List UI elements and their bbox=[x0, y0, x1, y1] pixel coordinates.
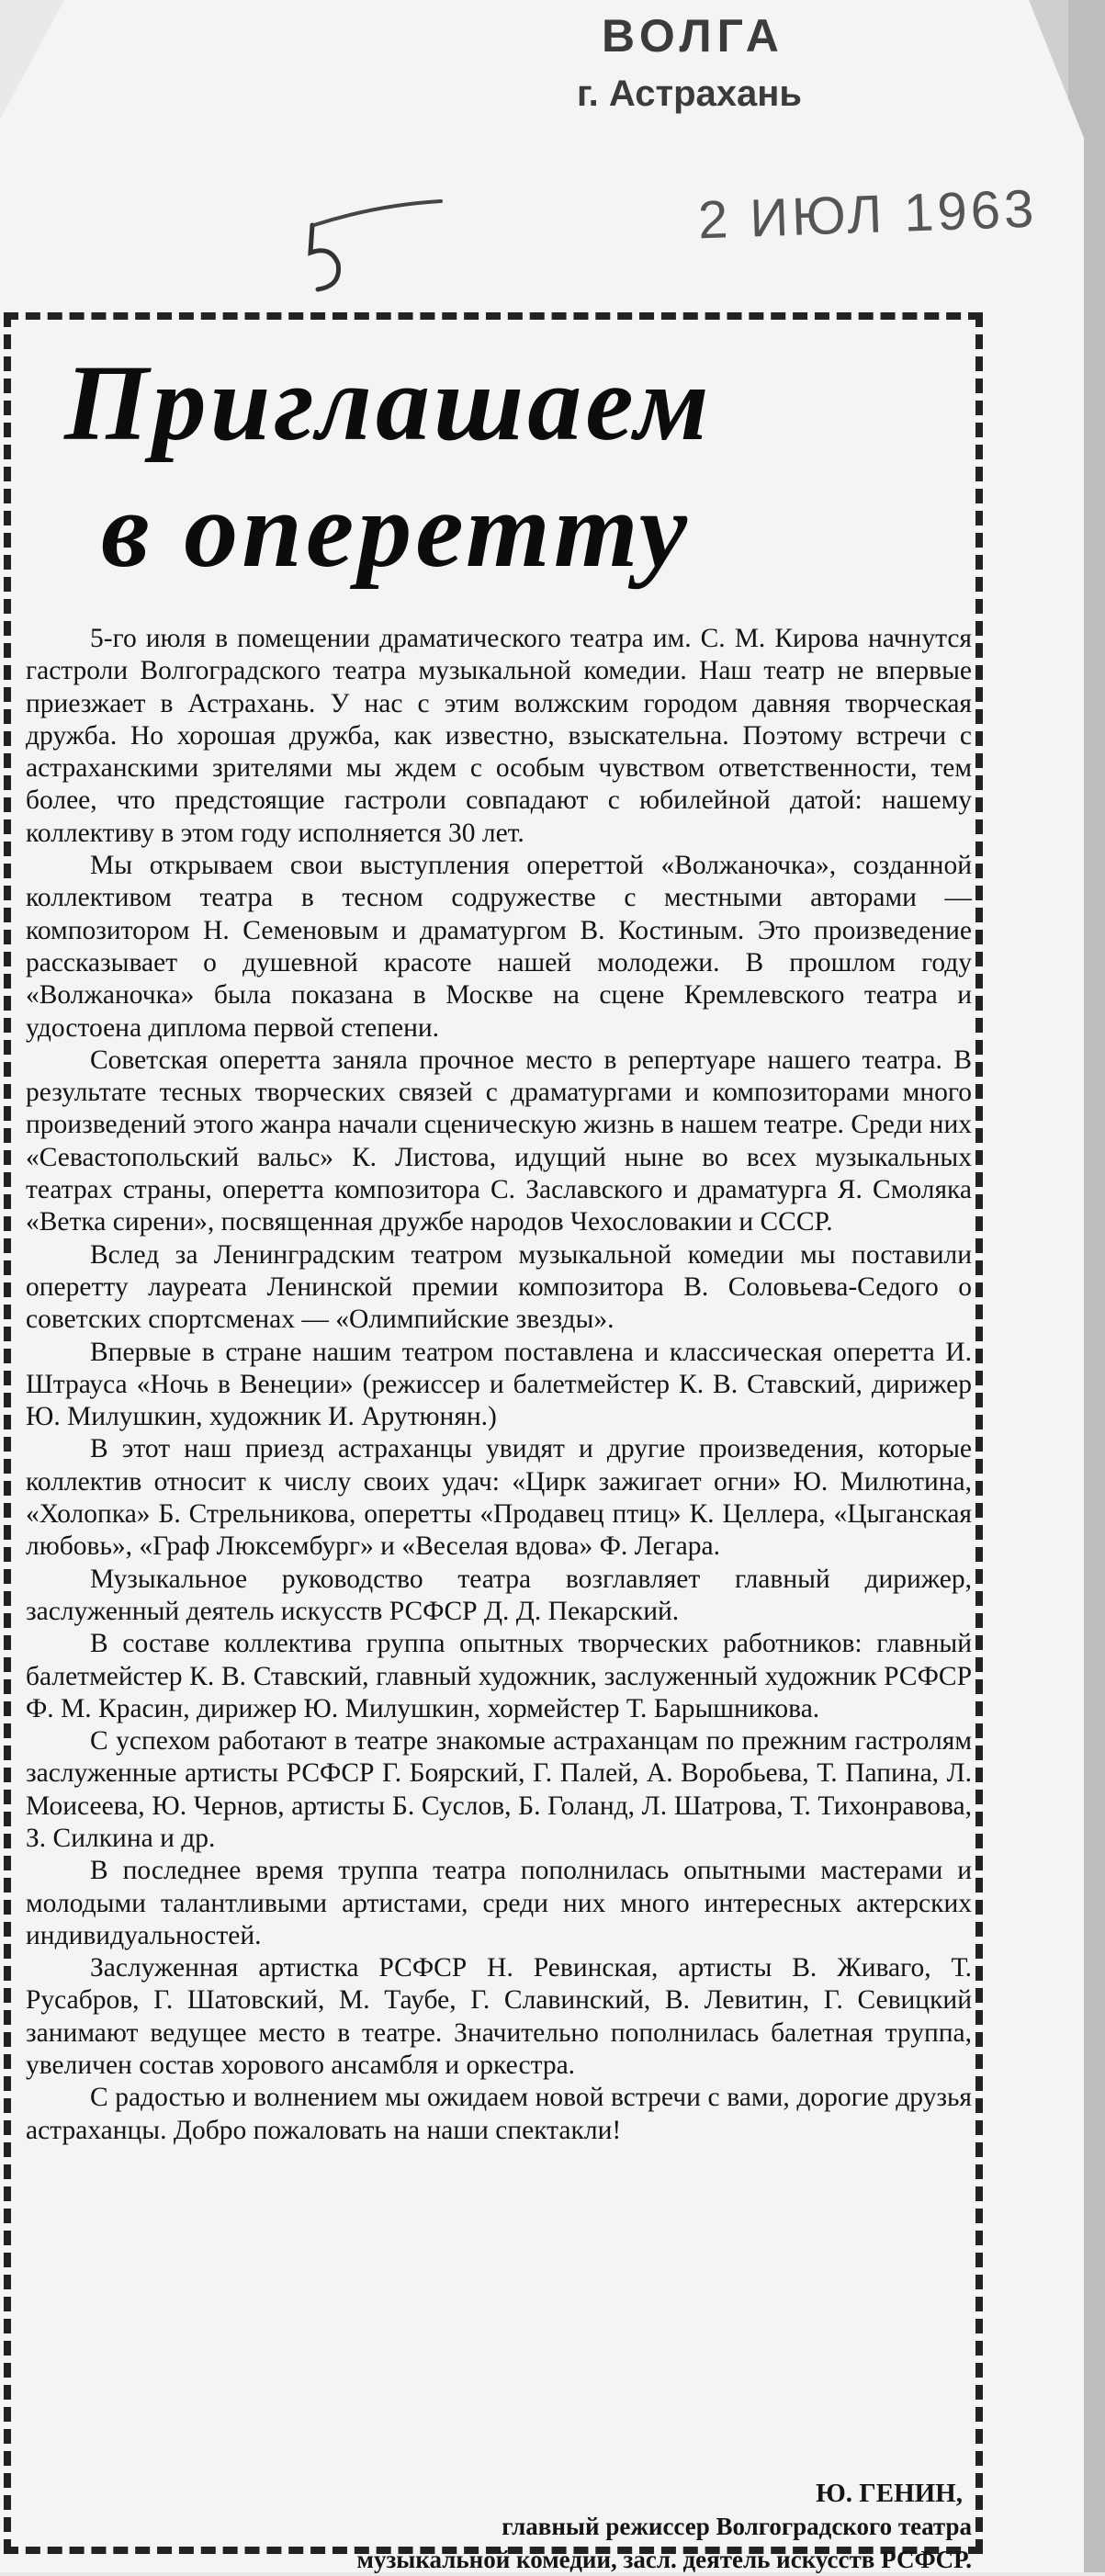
stamp-date: 2 ИЮЛ 1963 bbox=[696, 178, 1039, 251]
headline-line-1: Приглашаем bbox=[64, 343, 713, 463]
article-body bbox=[26, 623, 972, 2147]
article-headline bbox=[64, 340, 928, 593]
stamp-newspaper: ВОЛГА bbox=[602, 10, 784, 62]
author-name: Ю. ГЕНИН, bbox=[816, 2479, 963, 2508]
handwritten-mark-icon bbox=[294, 198, 450, 299]
paragraph: Впервые в стране нашим театром поставлена и классическая оперетта И. Штрауса «Ночь в Венеции» (режиссер и балетмейстер К. В. Ставский, дирижер Ю. Милушкин, художник И. Арутюнян.) bbox=[26, 1337, 972, 1432]
paragraph: С радостью и волнением мы ожидаем новой встречи с вами, дорогие друзья астраханцы. Добро пожаловать на наши спектакли! bbox=[26, 2083, 972, 2145]
headline-line-2: в оперетту bbox=[101, 469, 692, 590]
paragraph: Музыкальное руководство театра возглавляет главный дирижер, заслуженный деятель искусств РСФСР Д. Д. Пекарский. bbox=[26, 1564, 972, 1626]
paragraph: В последнее время труппа театра пополнилась опытными мастерами и молодыми талантливыми артистами, среди них много интересных актерских индивидуальностей. bbox=[26, 1856, 972, 1950]
paragraph: Заслуженная артистка РСФСР Н. Ревинская, артисты В. Живаго, Т. Русабров, Г. Шатовский, М. Таубе, Г. Славинский, В. Левитин, Г. Севицкий занимают ведущее место в театре. Значительно пополнилась балетная труппа, увеличен состав хорового ансамбля и оркестра. bbox=[26, 1953, 972, 2081]
author-signature bbox=[257, 2477, 972, 2576]
paragraph: В составе коллектива группа опытных творческих работников: главный балетмейстер К. В. Ставский, главный художник, заслуженный художник РСФСР Ф. М. Красин, дирижер Ю. Милушкин, хормейстер Т. Барышникова. bbox=[26, 1629, 972, 1723]
paragraph: Вслед за Ленинградским театром музыкальной комедии мы поставили оперетту лауреата Ленинской премии композитора В. Соловьева-Седого о советских спортсменах — «Олимпийские звезды». bbox=[26, 1239, 972, 1335]
stamp-city: г. Астрахань bbox=[577, 73, 802, 114]
paragraph: В этот наш приезд астраханцы увидят и другие произведения, которые коллектив относит к числу своих удач: «Цирк зажигает огни» Ю. Милютина, «Холопка» Б. Стрельникова, оперетты «Продавец птиц» К. Целлера, «Цыганская любовь», «Граф Люксембург» и «Веселая вдова» Ф. Легара. bbox=[26, 1434, 972, 1562]
author-role-line-1: главный режиссер Волгоградского театра bbox=[502, 2513, 972, 2540]
paragraph: С успехом работают в театре знакомые астраханцам по прежним гастролям заслуженные артисты РСФСР Г. Боярский, Г. Палей, А. Воробьева, Т. Папина, Л. Моисеева, Ю. Чернов, артисты Б. Суслов, Б. Голанд, Л. Шатрова, Т. Тихонравова, З. Силкина и др. bbox=[26, 1726, 972, 1853]
author-role-line-2: музыкальной комедии, засл. деятель искусств РСФСР. bbox=[356, 2546, 972, 2573]
paragraph: Мы открываем свои выступления опереттой «Волжаночка», созданной коллективом театра в тесном содружестве с местными авторами — композитором Н. Семеновым и драматургом В. Костиным. Это произведение рассказывает о душевной красоте нашей молодежи. В прошлом году «Волжаночка» была показана в Москве на сцене Кремлевского театра и удостоена диплома первой степени. bbox=[26, 851, 972, 1043]
paragraph: Советская оперетта заняла прочное место в репертуаре нашего театра. В результате тесных творческих связей с драматургами и композиторами много произведений этого жанра начали сценическую жизнь в нашем театре. Среди них «Севастопольский вальс» К. Листова, идущий ныне во всех музыкальных театрах страны, оперетта композитора С. Заславского и драматурга Я. Смоляка «Ветка сирени», посвященная дружбе народов Чехословакии и СССР. bbox=[26, 1045, 972, 1237]
paragraph: 5-го июля в помещении драматического театра им. С. М. Кирова начнутся гастроли Волгоградского театра музыкальной комедии. Наш театр не впервые приезжает в Астрахань. У нас с этим волжским городом давняя творческая дружба. Но хорошая дружба, как известно, взыскательна. Поэтому встречи с астраханскими зрителями мы ждем с особым чувством ответственности, тем более, что предстоящие гастроли совпадают с юбилейной датой: нашему коллективу в этом году исполняется 30 лет. bbox=[26, 624, 972, 848]
